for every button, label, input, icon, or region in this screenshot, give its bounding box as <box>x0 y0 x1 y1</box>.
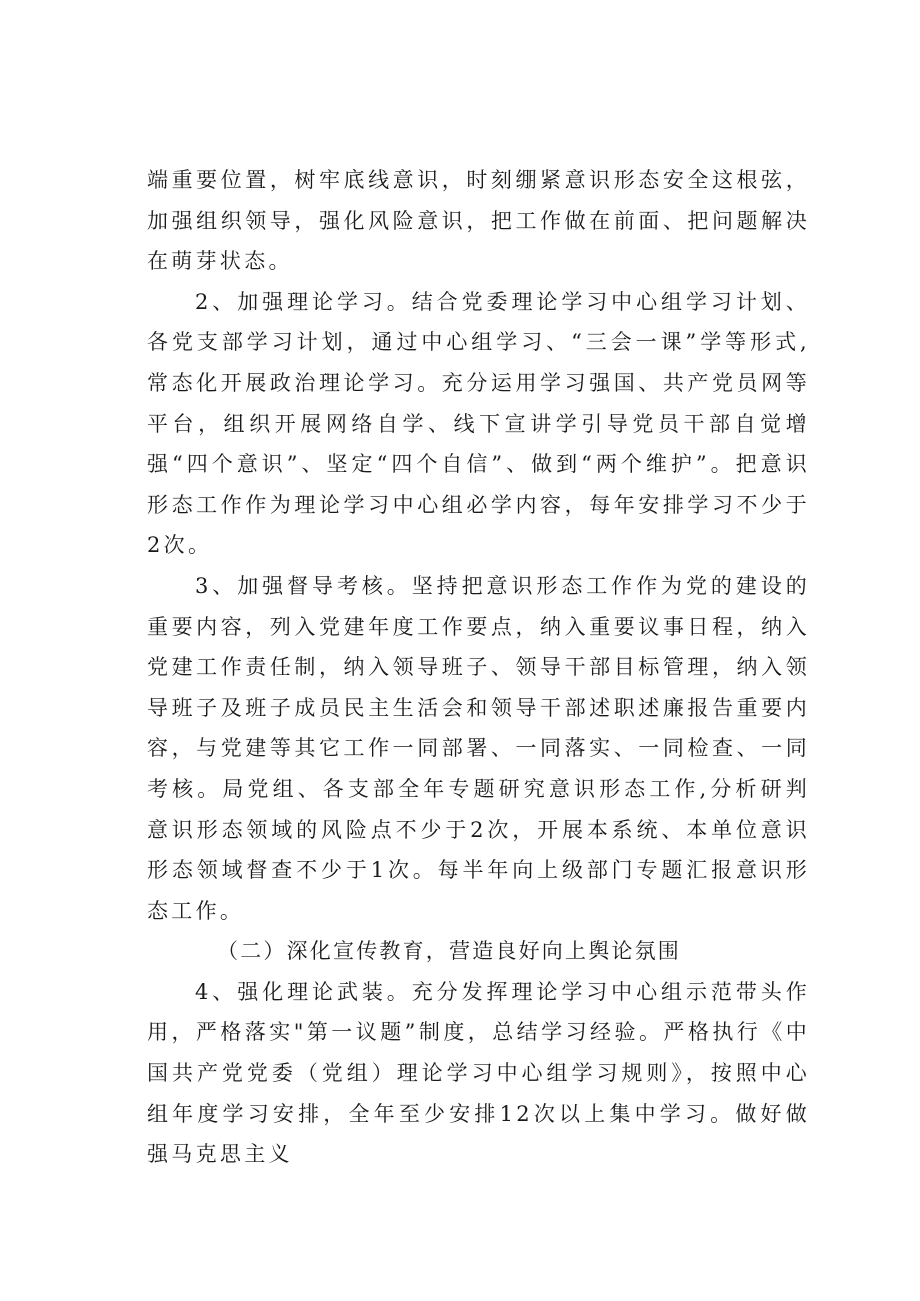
section-heading: （二）深化宣传教育，营造良好向上舆论氛围 <box>217 939 681 964</box>
paragraph-supervision-assessment: 3、加强督导考核。坚持把意识形态工作作为党的建设的重要内容，列入党建年度工作要点，纳入重要议事日程，纳入党建工作责任制，纳入领导班子、领导干部目标管理，纳入领导班子及班子成员民主生活会和领导干部述职述廉报告重要内容，与党建等其它工作一同部署、一同落实、一同检查、一同考核。局党组、各支部全年专题研究意识形态工作,分析研判意识形态领域的风险点不少于2次，开展本系统、本单位意识形态领域督查不少于1次。每半年向上级部门专题汇报意识形态工作。 <box>147 573 810 923</box>
paragraph-continuation: 端重要位置，树牢底线意识，时刻绷紧意识形态安全这根弦，加强组织领导，强化风险意识，把工作做在前面、把问题解决在萌芽状态。 <box>147 168 810 274</box>
document-body <box>147 160 810 1175</box>
paragraph-theory-armament: 4、强化理论武装。充分发挥理论学习中心组示范带头作用，严格落实"第一议题”制度，总结学习经验。严格执行《中国共产党党委（党组）理论学习中心组学习规则》，按照中心组年度学习安排，全年至少安排12次以上集中学习。做好做强马克思主义 <box>147 979 810 1167</box>
paragraph-theory-study: 2、加强理论学习。结合党委理论学习中心组学习计划、各党支部学习计划，通过中心组学习、“三会一课”学等形式,常态化开展政治理论学习。充分运用学习强国、共产党员网等平台，组织开展网络自学、线下宣讲学引导党员干部自觉增强“四个意识”、坚定“四个自信”、做到“两个维护”。把意识形态工作作为理论学习中心组必学内容，每年安排学习不少于2次。 <box>147 289 810 558</box>
